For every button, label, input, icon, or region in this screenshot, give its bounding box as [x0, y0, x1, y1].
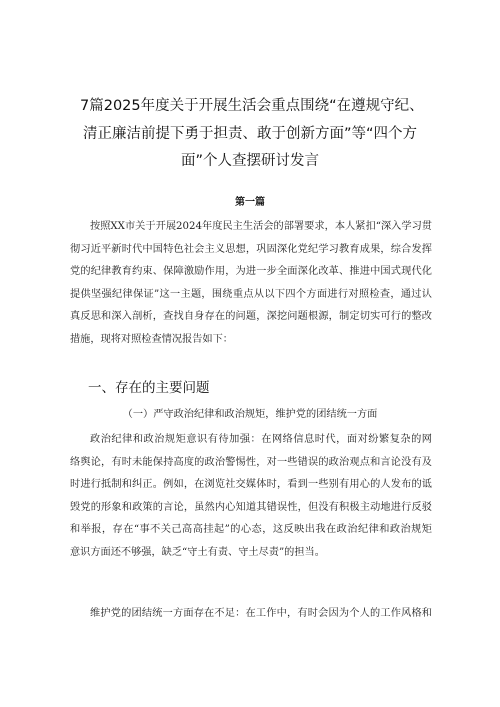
paragraph-line: 和举报，存在“事不关己高高挂起”的心态，这反映出我在政治纪律和政治规矩 — [70, 524, 432, 536]
title-line: 清正廉洁前提下勇于担责、敢于创新方面”等“四个方 — [82, 125, 418, 142]
paragraph-line: 络舆论，有时未能保持高度的政治警惕性，对一些错误的政治观点和言论没有及 — [70, 456, 432, 468]
body-paragraph-2 — [70, 603, 432, 626]
paragraph-line: 真反思和深入剖析，查找自身存在的问题，深挖问题根源，制定切实可行的整改 — [70, 311, 432, 323]
subsection-heading: （一）严守政治纪律和政治规矩，维护党的团结统一方面 — [122, 409, 378, 420]
paragraph-line: 毁党的形象和政策的言论，虽然内心知道其错误性，但没有积极主动地进行反驳 — [70, 501, 432, 513]
paragraph-line: 维护党的团结统一方面存在不足：在工作中，有时会因为个人的工作风格和 — [90, 608, 432, 619]
paragraph-line: 党的纪律教育约束、保障激励作用，为进一步全面深化改革、推进中国式现代化 — [70, 266, 432, 278]
title-line: 7篇2025年度关于开展生活会重点围绕“在遵规守纪、 — [80, 98, 424, 114]
paragraph-line: 措施，现将对照检查情况报告如下： — [70, 333, 233, 345]
body-paragraph — [70, 429, 432, 565]
section-heading: 一、存在的主要问题 — [88, 380, 210, 396]
section-label: 第一篇 — [235, 197, 265, 208]
title-line: 面”个人查摆研讨发言 — [180, 153, 319, 169]
paragraph-line: 提供坚强纪律保证”这一主题，围绕重点从以下四个方面进行对照检查，通过认 — [70, 288, 432, 300]
document-title — [80, 93, 424, 176]
paragraph-line: 意识方面还不够强，缺乏“守土有责、守土尽责”的担当。 — [70, 546, 325, 558]
paragraph-line: 按照XX市关于开展2024年度民主生活会的部署要求，本人紧扣“深入学习贯 — [90, 221, 432, 232]
paragraph-line: 时进行抵制和纠正。例如，在浏览社交媒体时，看到一些别有用心的人发布的诋 — [70, 479, 432, 491]
intro-paragraph — [70, 216, 432, 352]
paragraph-line: 政治纪律和政治规矩意识有待加强：在网络信息时代，面对纷繁复杂的网 — [90, 434, 432, 445]
paragraph-line: 彻习近平新时代中国特色社会主义思想，巩固深化党纪学习教育成果，综合发挥 — [70, 243, 432, 255]
